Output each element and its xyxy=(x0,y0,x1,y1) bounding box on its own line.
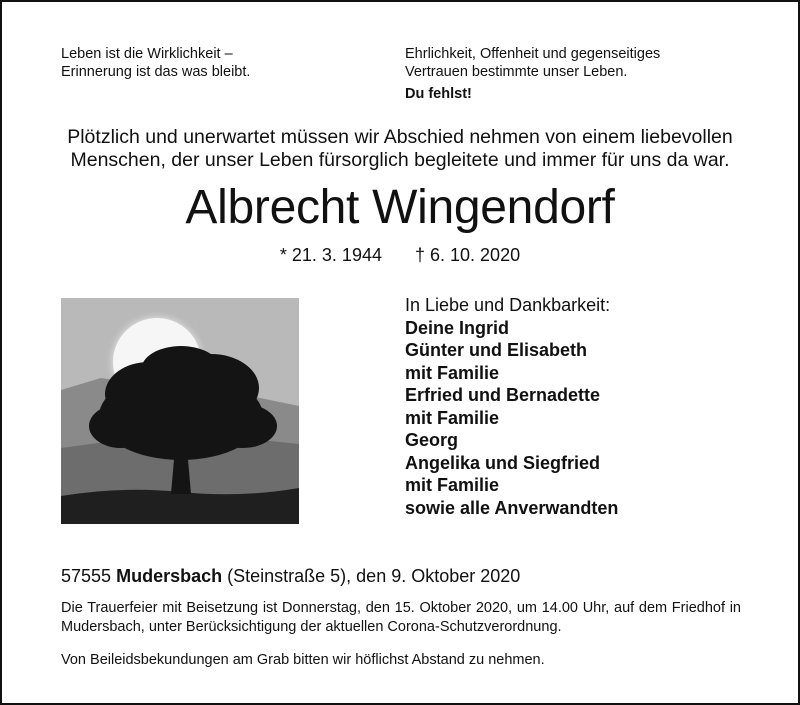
quote-left-line-1: Leben ist die Wirklichkeit – xyxy=(61,46,233,62)
quote-right xyxy=(405,45,745,103)
mourner-line: mit Familie xyxy=(405,475,500,495)
mourner-line: mit Familie xyxy=(405,407,500,428)
mourners-list xyxy=(405,294,735,519)
mourner-line: sowie alle Anverwandten xyxy=(405,497,619,518)
mourners-lead: In Liebe und Dankbarkeit: xyxy=(405,295,611,315)
town-name: Mudersbach xyxy=(116,566,223,586)
quote-left-line-2: Erinnerung ist das was bleibt. xyxy=(61,64,251,80)
mourner-line: Günter und Elisabeth xyxy=(405,340,588,360)
birth-date: * 21. 3. 1944 xyxy=(279,245,382,265)
quote-right-emphasis: Du fehlst! xyxy=(405,86,472,102)
quote-left xyxy=(61,45,361,81)
mourner-line: mit Familie xyxy=(405,362,500,383)
funeral-service-text: Die Trauerfeier mit Beisetzung ist Donnerstag, den 15. Oktober 2020, um 14.00 Uhr, auf dem Friedhof in Mudersbach, unter Berücksichtigung der aktuellen Corona-Schutzverordnung. xyxy=(61,600,741,635)
deceased-name: Albrecht Wingendorf xyxy=(185,181,615,234)
mourner-line: Georg xyxy=(405,430,459,450)
tree-sunset-image xyxy=(61,298,299,524)
place-and-date xyxy=(61,565,761,587)
death-date: † 6. 10. 2020 xyxy=(415,245,521,265)
intro-line-2: Menschen, der unser Leben fürsorglich begleitete und immer für uns da war. xyxy=(70,149,730,171)
quote-right-line-1: Ehrlichkeit, Offenheit und gegenseitiges xyxy=(405,46,661,62)
life-dates xyxy=(2,244,798,266)
mourner-line: Angelika und Siegfried xyxy=(405,452,601,473)
address-and-date: (Steinstraße 5), den 9. Oktober 2020 xyxy=(227,566,521,586)
postal-code: 57555 xyxy=(61,566,112,586)
intro-text xyxy=(42,126,758,172)
mourner-line: Erfried und Bernadette xyxy=(405,385,601,405)
mourner-line: Deine Ingrid xyxy=(405,317,510,338)
quote-right-line-2: Vertrauen bestimmte unser Leben. xyxy=(405,64,628,80)
intro-line-1: Plötzlich und unerwartet müssen wir Abschied nehmen von einem liebevollen xyxy=(67,126,733,148)
condolence-note: Von Beileidsbekundungen am Grab bitten wir höflichst Abstand zu nehmen. xyxy=(61,652,545,668)
